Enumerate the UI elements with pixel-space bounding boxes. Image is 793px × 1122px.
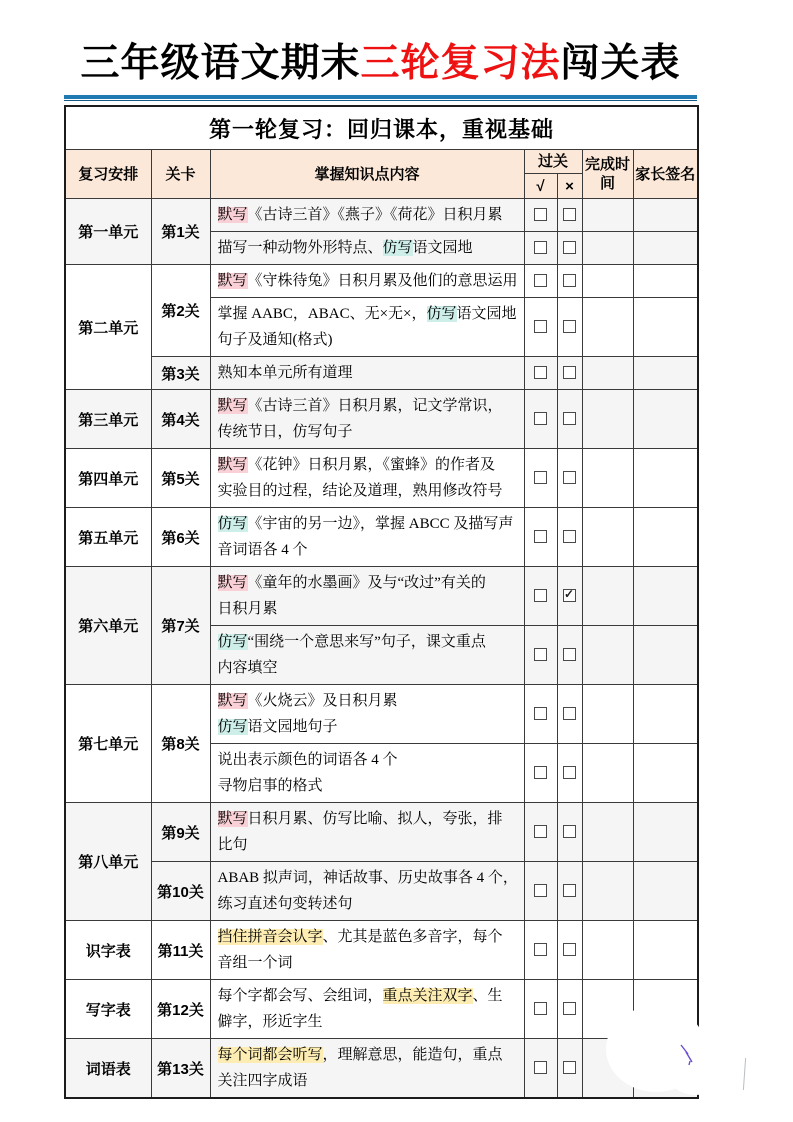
content-cell <box>210 626 524 685</box>
pass-checkbox-cell <box>524 508 557 567</box>
fail-checkbox-cell <box>557 921 582 980</box>
check-mark-icon: ✓ <box>564 587 575 602</box>
plain-text: 《火烧云》及日积月累 <box>247 693 398 709</box>
plain-text: 寻物启事的格式 <box>217 778 323 794</box>
col-header-content: 掌握知识点内容 <box>210 150 524 199</box>
plain-text: 掌握 AABC，ABAC、无×无×， <box>217 306 427 322</box>
fail-checkbox[interactable] <box>563 943 576 956</box>
time-cell <box>582 265 633 298</box>
fail-checkbox[interactable] <box>563 471 576 484</box>
plain-text: 熟知本单元所有道理 <box>217 365 353 381</box>
fail-checkbox[interactable] <box>563 241 576 254</box>
time-cell <box>582 298 633 357</box>
page-title-suffix: 闯关表 <box>560 42 681 85</box>
unit-cell: 第四单元 <box>65 449 151 508</box>
plain-text: 句子及通知(格式) <box>217 332 333 348</box>
content-line <box>218 478 517 504</box>
table-row <box>65 685 698 744</box>
pass-checkbox-cell <box>524 265 557 298</box>
highlighted-text: 仿写 <box>217 516 248 532</box>
time-cell <box>582 862 633 921</box>
pass-checkbox-cell <box>524 980 557 1039</box>
pass-checkbox[interactable] <box>534 530 547 543</box>
pass-checkbox-cell <box>524 232 557 265</box>
content-line <box>218 570 517 596</box>
table-row <box>65 265 698 298</box>
plain-text: 音词语各 4 个 <box>217 542 308 558</box>
plain-text: 内容填空 <box>217 660 278 676</box>
pass-checkbox[interactable] <box>534 943 547 956</box>
pass-checkbox-cell <box>524 357 557 390</box>
pass-checkbox[interactable] <box>534 208 547 221</box>
table-row <box>65 508 698 567</box>
fail-checkbox[interactable] <box>563 274 576 287</box>
sign-cell <box>633 449 698 508</box>
unit-cell: 词语表 <box>65 1039 151 1099</box>
fail-checkbox[interactable] <box>563 1061 576 1074</box>
plain-text: 比句 <box>217 837 248 853</box>
gate-cell: 第3关 <box>151 357 210 390</box>
pass-checkbox[interactable] <box>534 471 547 484</box>
content-cell <box>210 199 524 232</box>
content-line <box>218 1009 517 1035</box>
plain-text: 《花钟》日积月累，《蜜蜂》的作者及 <box>247 457 496 473</box>
pass-no-header: × <box>557 174 582 199</box>
plain-text: 语文园地 <box>456 306 517 322</box>
time-cell <box>582 199 633 232</box>
sign-cell <box>633 626 698 685</box>
time-cell <box>582 626 633 685</box>
sign-cell <box>633 744 698 803</box>
content-cell <box>210 390 524 449</box>
gate-cell: 第5关 <box>151 449 210 508</box>
content-cell <box>210 232 524 265</box>
time-cell <box>582 449 633 508</box>
gate-cell: 第13关 <box>151 1039 210 1099</box>
table-row <box>65 862 698 921</box>
content-cell <box>210 1039 524 1099</box>
plain-text: 说出表示颜色的词语各 4 个 <box>217 752 398 768</box>
plain-text: “围绕一个意思来写”句子，课文重点 <box>247 634 486 650</box>
fail-checkbox-cell <box>557 744 582 803</box>
fail-checkbox[interactable] <box>563 884 576 897</box>
plain-text: 《童年的水墨画》及与“改过”有关的 <box>247 575 486 591</box>
plain-text: 《宇宙的另一边》，掌握 ABCC 及描写声 <box>247 516 514 532</box>
pass-checkbox-cell <box>524 685 557 744</box>
pass-checkbox[interactable] <box>534 1061 547 1074</box>
time-cell <box>582 508 633 567</box>
fail-checkbox-cell <box>557 199 582 232</box>
fail-checkbox-cell <box>557 626 582 685</box>
sign-cell <box>633 803 698 862</box>
fail-checkbox[interactable] <box>563 766 576 779</box>
plain-text: ABAB 拟声词，神话故事、历史故事各 4 个， <box>217 870 518 886</box>
gate-cell: 第11关 <box>151 921 210 980</box>
plain-text: 、尤其是蓝色多音字，每个 <box>322 929 503 945</box>
content-line <box>218 1068 517 1094</box>
col-header-sign: 家长签名 <box>633 150 698 199</box>
fail-checkbox[interactable] <box>563 530 576 543</box>
sign-cell <box>633 567 698 626</box>
pass-checkbox[interactable] <box>534 707 547 720</box>
fail-checkbox[interactable] <box>563 648 576 661</box>
content-line <box>218 301 517 327</box>
table-row <box>65 803 698 862</box>
content-cell <box>210 265 524 298</box>
content-cell <box>210 921 524 980</box>
gate-cell: 第1关 <box>151 199 210 265</box>
pass-checkbox-cell <box>524 1039 557 1099</box>
content-line <box>218 773 517 799</box>
content-line <box>218 688 517 714</box>
pass-checkbox-cell <box>524 449 557 508</box>
pass-checkbox[interactable] <box>534 320 547 333</box>
gate-cell: 第4关 <box>151 390 210 449</box>
content-cell <box>210 685 524 744</box>
pass-checkbox-cell <box>524 298 557 357</box>
plain-text: 练习直述句变转述句 <box>217 896 353 912</box>
content-cell <box>210 803 524 862</box>
table-row <box>65 357 698 390</box>
time-cell <box>582 567 633 626</box>
plain-text: 《古诗三首》《燕子》《荷花》日积月累 <box>247 207 503 223</box>
plain-text: 音组一个词 <box>217 955 293 971</box>
highlighted-text: 默写 <box>217 457 248 473</box>
content-cell <box>210 449 524 508</box>
pass-checkbox-cell <box>524 803 557 862</box>
sign-cell <box>633 390 698 449</box>
pass-checkbox[interactable] <box>534 274 547 287</box>
content-line <box>218 537 517 563</box>
col-header-plan: 复习安排 <box>65 150 151 199</box>
table-row <box>65 1039 698 1099</box>
col-header-time: 完成时间 <box>582 150 633 199</box>
fail-checkbox-cell <box>557 508 582 567</box>
content-line <box>218 1042 517 1068</box>
pass-checkbox[interactable] <box>534 366 547 379</box>
pass-checkbox[interactable] <box>534 648 547 661</box>
fail-checkbox[interactable] <box>563 1002 576 1015</box>
highlighted-text: 仿写 <box>426 306 457 322</box>
content-line <box>218 419 517 445</box>
unit-cell: 第五单元 <box>65 508 151 567</box>
sign-cell <box>633 921 698 980</box>
content-line <box>218 865 517 891</box>
highlighted-text: 默写 <box>217 811 248 827</box>
fail-checkbox-cell <box>557 685 582 744</box>
time-cell <box>582 357 633 390</box>
gate-cell: 第6关 <box>151 508 210 567</box>
fail-checkbox-cell <box>557 232 582 265</box>
table-row <box>65 449 698 508</box>
content-cell <box>210 862 524 921</box>
plain-text: 《古诗三首》日积月累，记文学常识， <box>247 398 503 414</box>
pass-checkbox[interactable] <box>534 884 547 897</box>
sign-cell <box>633 232 698 265</box>
gate-cell: 第2关 <box>151 265 210 357</box>
unit-cell: 第八单元 <box>65 803 151 921</box>
content-cell <box>210 567 524 626</box>
plain-text: 日积月累、仿写比喻、拟人，夸张，排 <box>247 811 503 827</box>
content-line <box>218 360 517 386</box>
sign-cell <box>633 508 698 567</box>
pass-checkbox[interactable] <box>534 412 547 425</box>
content-line <box>218 235 517 261</box>
fail-checkbox-cell <box>557 449 582 508</box>
pass-checkbox[interactable] <box>534 766 547 779</box>
content-line <box>218 393 517 419</box>
content-cell <box>210 744 524 803</box>
sign-cell <box>633 685 698 744</box>
pass-checkbox[interactable] <box>534 589 547 602</box>
fail-checkbox-cell <box>557 1039 582 1099</box>
fail-checkbox-cell <box>557 357 582 390</box>
pen-scribble-artifact <box>678 1042 700 1068</box>
content-line <box>218 832 517 858</box>
gate-cell: 第8关 <box>151 685 210 803</box>
page-title <box>40 32 721 88</box>
pass-checkbox[interactable] <box>534 825 547 838</box>
fail-checkbox-cell <box>557 803 582 862</box>
fail-checkbox-cell <box>557 862 582 921</box>
gate-cell: 第7关 <box>151 567 210 685</box>
section-header-row <box>65 106 698 150</box>
unit-cell: 第七单元 <box>65 685 151 803</box>
content-cell <box>210 298 524 357</box>
time-cell <box>582 232 633 265</box>
table-row <box>65 567 698 626</box>
highlighted-text: 重点关注双字 <box>382 988 473 1004</box>
unit-cell: 识字表 <box>65 921 151 980</box>
content-line <box>218 511 517 537</box>
unit-cell: 第一单元 <box>65 199 151 265</box>
content-line <box>218 596 517 622</box>
content-cell <box>210 980 524 1039</box>
sign-cell <box>633 298 698 357</box>
content-line <box>218 202 517 228</box>
col-header-gate: 关卡 <box>151 150 210 199</box>
content-line <box>218 747 517 773</box>
sign-cell <box>633 862 698 921</box>
time-cell <box>582 685 633 744</box>
content-line <box>218 268 517 294</box>
highlighted-text: 仿写 <box>382 240 413 256</box>
sign-cell <box>633 357 698 390</box>
plain-text: 语文园地 <box>412 240 473 256</box>
section-header: 第一轮复习：回归课本，重视基础 <box>65 106 698 150</box>
pass-checkbox-cell <box>524 744 557 803</box>
table-row <box>65 390 698 449</box>
plain-text: 《守株待兔》日积月累及他们的意思运用 <box>247 273 518 289</box>
fail-checkbox-cell <box>557 265 582 298</box>
content-line <box>218 629 517 655</box>
highlighted-text: 默写 <box>217 207 248 223</box>
plain-text: 每个字都会写、会组词， <box>217 988 383 1004</box>
highlighted-text: 默写 <box>217 398 248 414</box>
sign-cell <box>633 199 698 232</box>
page-title-prefix: 三年级语文期末 <box>80 42 361 85</box>
page-title-highlight: 三轮复习法 <box>360 42 561 85</box>
pass-checkbox-cell <box>524 626 557 685</box>
unit-cell: 第三单元 <box>65 390 151 449</box>
gate-cell: 第10关 <box>151 862 210 921</box>
highlighted-text: 默写 <box>217 273 248 289</box>
content-cell <box>210 508 524 567</box>
content-line <box>218 452 517 478</box>
fail-checkbox[interactable] <box>563 320 576 333</box>
table-row <box>65 921 698 980</box>
table-row <box>65 980 698 1039</box>
fail-checkbox-cell <box>557 567 582 626</box>
content-cell <box>210 357 524 390</box>
plain-text: 描写一种动物外形特点、 <box>217 240 383 256</box>
content-line <box>218 714 517 740</box>
top-rule-thin <box>64 100 697 101</box>
pass-checkbox-cell <box>524 390 557 449</box>
gate-cell: 第12关 <box>151 980 210 1039</box>
pass-checkbox-cell <box>524 199 557 232</box>
table-row <box>65 199 698 232</box>
content-line <box>218 950 517 976</box>
top-rule-thick <box>64 95 697 99</box>
content-line <box>218 327 517 353</box>
plain-text: 传统节日，仿写句子 <box>217 424 353 440</box>
time-cell <box>582 390 633 449</box>
fail-checkbox[interactable] <box>563 366 576 379</box>
fail-checkbox[interactable] <box>563 825 576 838</box>
plain-text: 实验目的过程，结论及道理，熟用修改符号 <box>217 483 503 499</box>
unit-cell: 第六单元 <box>65 567 151 685</box>
col-header-pass: 过关 <box>524 150 582 174</box>
column-header-row <box>65 150 698 174</box>
sign-cell <box>633 265 698 298</box>
fail-checkbox[interactable] <box>563 208 576 221</box>
time-cell <box>582 744 633 803</box>
pass-checkbox-cell <box>524 862 557 921</box>
time-cell <box>582 803 633 862</box>
plain-text: 关注四字成语 <box>217 1073 308 1089</box>
pass-checkbox-cell <box>524 567 557 626</box>
unit-cell: 写字表 <box>65 980 151 1039</box>
plain-text: 、生 <box>472 988 503 1004</box>
highlighted-text: 每个词都会听写 <box>217 1047 323 1063</box>
time-cell <box>582 921 633 980</box>
fail-checkbox-cell <box>557 298 582 357</box>
review-table <box>64 105 699 1099</box>
plain-text: 语文园地句子 <box>247 719 338 735</box>
fail-checkbox[interactable] <box>563 707 576 720</box>
plain-text: ，理解意思，能造句，重点 <box>322 1047 503 1063</box>
highlighted-text: 仿写 <box>217 719 248 735</box>
pass-checkbox[interactable] <box>534 1002 547 1015</box>
pass-checkbox[interactable] <box>534 241 547 254</box>
unit-cell: 第二单元 <box>65 265 151 390</box>
fail-checkbox-cell <box>557 980 582 1039</box>
plain-text: 僻字，形近字生 <box>217 1014 323 1030</box>
highlighted-text: 挡住拼音会认字 <box>217 929 323 945</box>
fail-checkbox-cell <box>557 390 582 449</box>
pass-checkbox-cell <box>524 921 557 980</box>
plain-text: 日积月累 <box>217 601 278 617</box>
highlighted-text: 仿写 <box>217 634 248 650</box>
pass-yes-header: √ <box>524 174 557 199</box>
fail-checkbox[interactable] <box>563 589 576 602</box>
content-line <box>218 983 517 1009</box>
fail-checkbox[interactable] <box>563 412 576 425</box>
gate-cell: 第9关 <box>151 803 210 862</box>
content-line <box>218 891 517 917</box>
content-line <box>218 806 517 832</box>
stray-line-artifact <box>743 1058 746 1090</box>
highlighted-text: 默写 <box>217 575 248 591</box>
content-line <box>218 655 517 681</box>
content-line <box>218 924 517 950</box>
highlighted-text: 默写 <box>217 693 248 709</box>
